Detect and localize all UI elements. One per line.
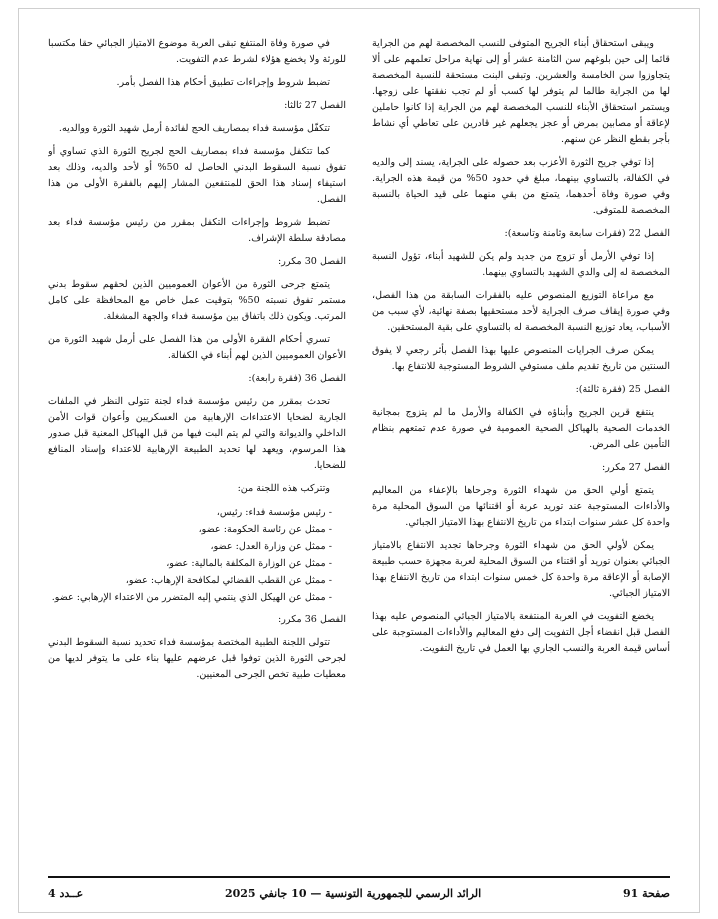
- footer-rule: [48, 876, 670, 878]
- paragraph: مع مراعاة التوزيع المنصوص عليه بالفقرات السابقة من هذا الفصل، وفي صورة إيقاف صرف الجراية لأحد مستحقيها بصفة نهائية، لأي سبب من الأسباب، يعاد توزيع النسبة المخصصة له بالتساوي على بقية المستحقين.: [372, 290, 670, 333]
- list-item: - ممثل عن الهيكل الذي ينتمي إليه المتضرر من الاعتداء الإرهابي: عضو.: [48, 589, 332, 606]
- left-column: [48, 36, 346, 870]
- article-heading: الفصل 27 ثالثا:: [284, 100, 346, 111]
- paragraph: يمكن صرف الجرايات المنصوص عليها بهذا الفصل بأثر رجعي لا يفوق السنتين من تاريخ تقديم ملف مستوفي الشروط المستوجبة للانتفاع بها.: [372, 345, 670, 372]
- paragraph: كما تتكفل مؤسسة فداء بمصاريف الحج لجريح الثورة الذي تساوي أو تفوق نسبة السقوط البدني الحاصل له 50% أو لأحد والديه، وذلك بعد استيفاء إسناد هذا الحق للمنتفعين المشار إليهم بالفقرة الأولى من هذا الفصل.: [48, 146, 346, 205]
- paragraph: تتكفّل مؤسسة فداء بمصاريف الحج لفائدة أرمل شهيد الثورة ووالديه.: [58, 123, 330, 134]
- article-heading: الفصل 27 مكرر:: [602, 462, 670, 473]
- journal-title-date: الرائد الرسمي للجمهورية التونسية — 10 جانفي 2025: [224, 886, 482, 900]
- paragraph: وتتركب هذه اللجنة من:: [237, 483, 330, 494]
- paragraph: يتمتع جرحى الثورة من الأعوان العموميين الذين لحقهم سقوط بدني مستمر تفوق نسبته 50% بتوقيت عمل خاص مع المحافظة على كامل المرتب. ويكون ذلك باتفاق بين مؤسسة فداء والجهة المشغلة.: [48, 279, 346, 322]
- paragraph: يخضع التفويت في العربة المنتفعة بالامتياز الجبائي المنصوص عليه بهذا الفصل قبل انقضاء أجل التفويت إلى دفع المعاليم والأداءات المستوجبة على أساس قيمة العربة والنسب الجاري بها العمل في تاريخ التفويت.: [372, 611, 670, 654]
- list-item: - ممثل عن القطب القضائي لمكافحة الإرهاب: عضو،: [48, 572, 332, 589]
- paragraph: ينتفع قرين الجريح وأبناؤه في الكفالة والأرمل ما لم يتزوج بمجانية الخدمات الصحية بالهياكل الصحية العمومية في صورة عدم تمتعهم بنظام التأمين على المرض.: [372, 407, 670, 450]
- paragraph: إذا توفي جريح الثورة الأعزب بعد حصوله على الجراية، يسند إلى والديه في الكفالة، بالتساوي بينهما، مبلغ في حدود 50% من قيمة هذه الجراية. وفي صورة وفاة أحدهما، يتمتع من بقي منهما على قيد الحياة بالنسبة المخصصة للمتوفى.: [372, 157, 670, 216]
- paragraph: تتولى اللجنة الطبية المختصة بمؤسسة فداء تحديد نسبة السقوط البدني لجرحى الثورة الذين توفوا قبل عرضهم عليها بناء على ما يتوفر لديها من معطيات طبية تخص الجرحى المعنيين.: [48, 637, 346, 680]
- paragraph: يتمتع أولي الحق من شهداء الثورة وجرحاها بالإعفاء من المعاليم والأداءات المستوجبة عند توريد عربة أو اقتنائها من السوق المحلية مرة واحدة كل عشر سنوات ابتداء من تاريخ الانتفاع بهذا الامتياز الجبائي.: [372, 485, 670, 528]
- right-column: [372, 36, 670, 870]
- page-number: صفحة 91: [622, 886, 670, 900]
- issue-number: عــدد 4: [48, 886, 84, 900]
- article-heading: الفصل 25 (فقرة ثالثة):: [575, 384, 670, 395]
- paragraph: ويبقى استحقاق أبناء الجريح المتوفى للنسب المخصصة لهم من الجراية قائما إلى حين بلوغهم سن الثامنة عشر أو إلى نهاية مراحل تعلمهم على ألا يتجاوزوا سن الخامسة والعشرين. وتبقى البنت مستحقة للنسبة المخصصة لها من الجراية طالما لم يتوفر لها كسب أو لم تجب نفقتها على زوجها. ويستمر استحقاق الأبناء للنسب المخصصة لهم من الجراية إذا كانوا حاملين لإعاقة أو مصابين بمرض أو عجز يجعلهم غير قادرين على تعاطي أي نشاط بأجر بقطع النظر عن سنهم.: [372, 38, 670, 145]
- committee-member-list: [48, 504, 346, 606]
- paragraph: إذا توفي الأرمل أو تزوج من جديد ولم يكن للشهيد أبناء، تؤول النسبة المخصصة له إلى والدي الشهيد بالتساوي بينهما.: [372, 251, 670, 278]
- paragraph: تضبط شروط وإجراءات التكفل بمقرر من رئيس مؤسسة فداء بعد مصادقة سلطة الإشراف.: [48, 217, 346, 244]
- paragraph: تضبط شروط وإجراءات تطبيق أحكام هذا الفصل بأمر.: [116, 77, 330, 88]
- list-item: - ممثل عن رئاسة الحكومة: عضو،: [48, 521, 332, 538]
- page-footer: [48, 884, 670, 902]
- article-heading: الفصل 36 (فقرة رابعة):: [248, 373, 346, 384]
- article-heading: الفصل 22 (فقرات سابعة وثامنة وتاسعة):: [504, 228, 670, 239]
- list-item: - ممثل عن وزارة العدل: عضو،: [48, 538, 332, 555]
- list-item: - رئيس مؤسسة فداء: رئيس،: [48, 504, 332, 521]
- paragraph: يمكن لأولي الحق من شهداء الثورة وجرحاها تجديد الانتفاع بالامتياز الجبائي بعنوان توريد أو اقتناء من السوق المحلية لعربة مجهزة حسب طبيعة الإصابة أو الإعاقة مرة واحدة كل خمس سنوات ابتداء من تاريخ الانتفاع بهذا الامتياز الجبائي.: [372, 540, 670, 599]
- article-heading: الفصل 30 مكرر:: [278, 256, 346, 267]
- paragraph: تحدث بمقرر من رئيس مؤسسة فداء لجنة تتولى النظر في الملفات الجارية لضحايا الاعتداءات الإرهابية من العسكريين وأعوان قوات الأمن الداخلي والديوانة والتي لم يتم البت فيها من قبل الهياكل المعنية قبل صدور هذا المرسوم، ويعهد لها تحديد الطبيعة الإرهابية للاعتداء وإسناد المنافع للضحايا.: [48, 396, 346, 471]
- article-heading: الفصل 36 مكرر:: [278, 614, 346, 625]
- page-body: [48, 36, 670, 870]
- list-item: - ممثل عن الوزارة المكلفة بالمالية: عضو،: [48, 555, 332, 572]
- paragraph: في صورة وفاة المنتفع تبقى العربة موضوع الامتياز الجبائي حقا مكتسبا للورثة ولا يخضع هؤلاء لشرط عدم التفويت.: [48, 38, 346, 65]
- paragraph: تسري أحكام الفقرة الأولى من هذا الفصل على أرمل شهيد الثورة من الأعوان العموميين الذين لهم أبناء في الكفالة.: [48, 334, 346, 361]
